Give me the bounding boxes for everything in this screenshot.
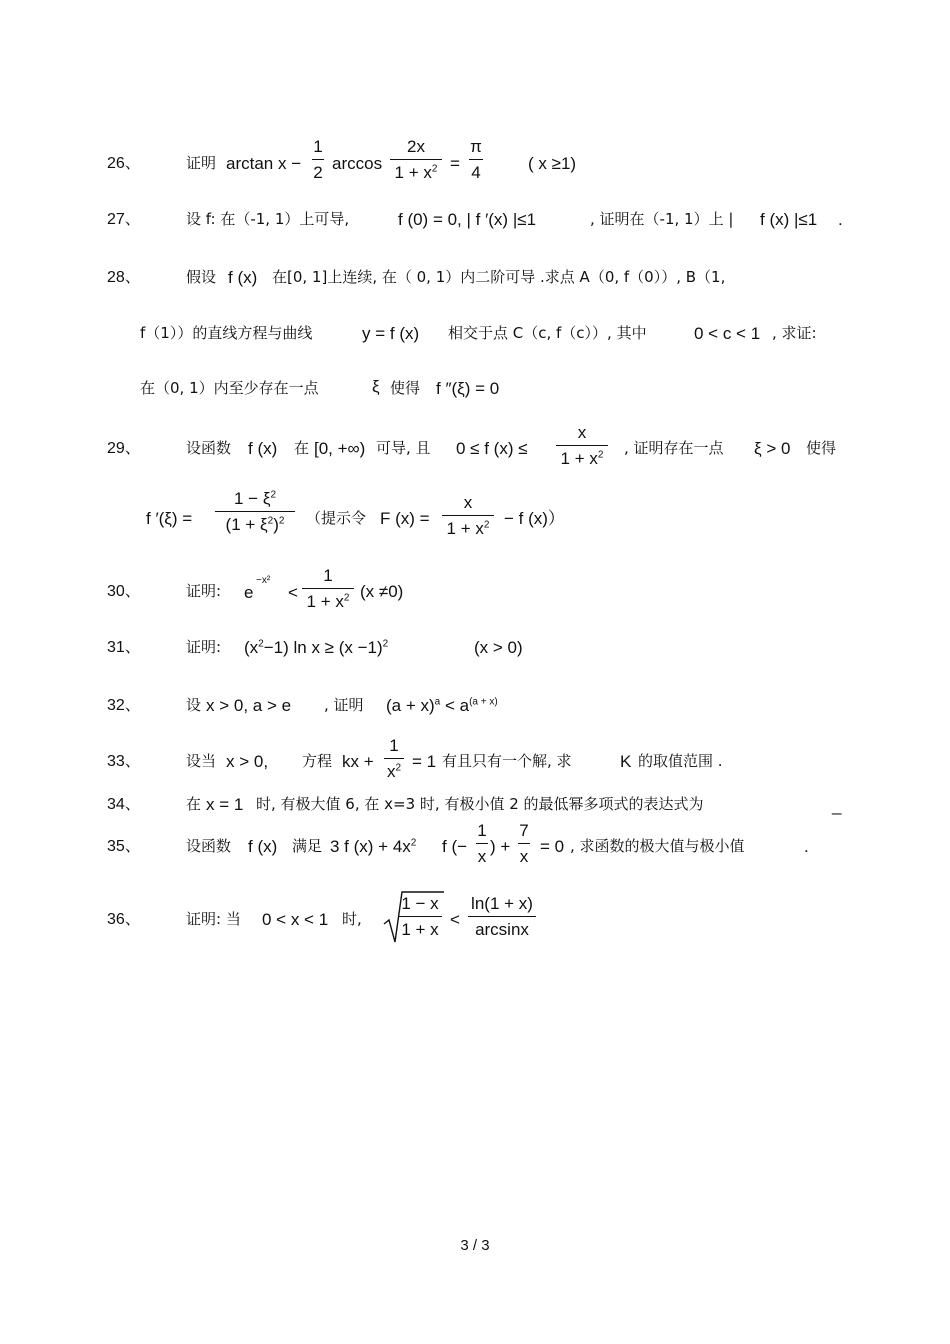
math: y = f (x): [362, 324, 420, 343]
math: arctan x −: [226, 154, 302, 173]
condition: (x > 0): [474, 638, 523, 657]
fraction: 2x $1 + x^2$: [390, 138, 442, 181]
math: ) +: [490, 837, 511, 856]
problem-number: 33、: [107, 753, 141, 770]
text: , 证明在（-1, 1）上 |: [590, 210, 734, 228]
text: 时, 有极大值 6, 在 x=3 时, 有极小值 2 的最低幂多项式的表达式为: [256, 795, 704, 813]
fraction: 7 x: [519, 821, 529, 866]
fraction: 1 $1 + x^2$: [302, 567, 354, 610]
math: f (−: [442, 837, 468, 856]
math: 0 < c < 1: [694, 324, 761, 343]
math: =: [450, 154, 460, 173]
problem-number: 29、: [107, 440, 141, 457]
text: 在（0, 1）内至少存在一点: [140, 379, 319, 397]
text: 在: [186, 795, 202, 813]
text: 设: [186, 696, 202, 714]
math: F (x) =: [380, 509, 430, 528]
fraction: x $1 + x^2$: [442, 494, 494, 537]
math: x > 0, a > e: [206, 696, 292, 715]
text: .: [838, 210, 843, 229]
text: 时,: [342, 910, 362, 928]
problem-number: 26、: [107, 155, 141, 172]
text: 设当: [186, 752, 217, 770]
fraction: x $1 + x^2$: [556, 424, 608, 467]
problem-number: 28、: [107, 269, 141, 286]
text: , 证明存在一点: [624, 439, 724, 457]
text: f（1））的直线方程与曲线: [140, 324, 313, 342]
text: 在: [294, 439, 310, 457]
problem-number: 27、: [107, 211, 141, 228]
text: 设函数: [186, 439, 232, 457]
math: x = 1: [206, 795, 244, 814]
math: e: [244, 583, 254, 602]
problem-number: 36、: [107, 911, 141, 928]
text: .: [804, 837, 809, 856]
text: , 求证:: [772, 324, 817, 342]
text: 使得: [390, 379, 421, 397]
math: = 0: [540, 837, 565, 856]
text: 设函数: [186, 837, 232, 855]
fraction: 1 2: [313, 137, 323, 182]
math: K: [620, 752, 632, 771]
problem-number: 32、: [107, 697, 141, 714]
math: 0 ≤ f (x) ≤: [456, 439, 528, 458]
math: f (x): [248, 439, 278, 458]
math: ξ > 0: [754, 439, 791, 458]
label: 证明:: [186, 638, 222, 656]
math: − f (x)）: [504, 509, 565, 528]
math: 0 < x < 1: [262, 910, 329, 929]
math: ξ: [372, 377, 380, 396]
text: 假设: [186, 268, 217, 286]
math: [0, +∞): [314, 439, 366, 458]
math: f (x): [248, 837, 278, 856]
condition: (x ≠0): [360, 582, 404, 601]
math: f (x): [228, 268, 258, 287]
text: 相交于点 C（c, f（c））, 其中: [448, 324, 647, 342]
text: , 证明: [324, 696, 364, 714]
condition: ( x ≥1): [528, 154, 577, 173]
math: f (x) |≤1: [760, 210, 818, 229]
exponent: −x²: [256, 575, 271, 586]
problem-number: 34、: [107, 796, 141, 813]
text: 有且只有一个解, 求: [442, 752, 572, 770]
math: f ″(ξ) = 0: [436, 379, 500, 398]
text: 满足: [292, 837, 323, 855]
text: 使得: [806, 439, 837, 457]
problem-number: 35、: [107, 838, 141, 855]
math: $(a + x)^a < a^{(a + x)}$: [386, 696, 498, 715]
math: x > 0,: [226, 752, 269, 771]
problem-number: 31、: [107, 639, 141, 656]
math: arccos: [332, 154, 383, 173]
text: 证明: 当: [186, 910, 241, 928]
math: kx +: [342, 752, 374, 771]
math: f (0) = 0, | f ′(x) |≤1: [398, 210, 537, 229]
math: = 1: [412, 752, 437, 771]
text: （提示令: [306, 509, 367, 527]
math: <: [288, 583, 298, 602]
text: , 求函数的极大值与极小值: [570, 837, 745, 855]
fraction: ln(1 + x) arcsinx: [468, 895, 536, 938]
problem-number: 30、: [107, 583, 141, 600]
fraction: 1 − x 1 + x: [398, 895, 442, 938]
text: 设 f: 在（-1, 1）上可导,: [186, 210, 350, 228]
text: 可导, 且: [376, 439, 431, 457]
text: 在[0, 1]上连续, 在（ 0, 1）内二阶可导 .求点 A（0, f（0））, B（1,: [272, 268, 726, 286]
fraction: $1 - \xi^2$ $(1 + \xi^2)^2$: [215, 490, 295, 533]
fraction: π 4: [470, 137, 482, 182]
text: 的取值范围 .: [638, 752, 723, 770]
label: 证明: [186, 154, 217, 172]
answer-blank: _: [832, 796, 842, 815]
fraction: 1 x: [477, 821, 487, 866]
math: $(x^2-1)$ $\ln x \ge (x -1)^2$: [244, 638, 389, 657]
page-number: 3 / 3: [460, 1237, 490, 1254]
math: f ′(ξ) =: [146, 509, 193, 528]
fraction: 1 $x^2$: [384, 737, 404, 780]
math: <: [450, 910, 460, 929]
label: 证明:: [186, 582, 222, 600]
text: 方程: [302, 752, 333, 770]
math: 3 f $(x) + 4x^2$: [330, 837, 417, 856]
